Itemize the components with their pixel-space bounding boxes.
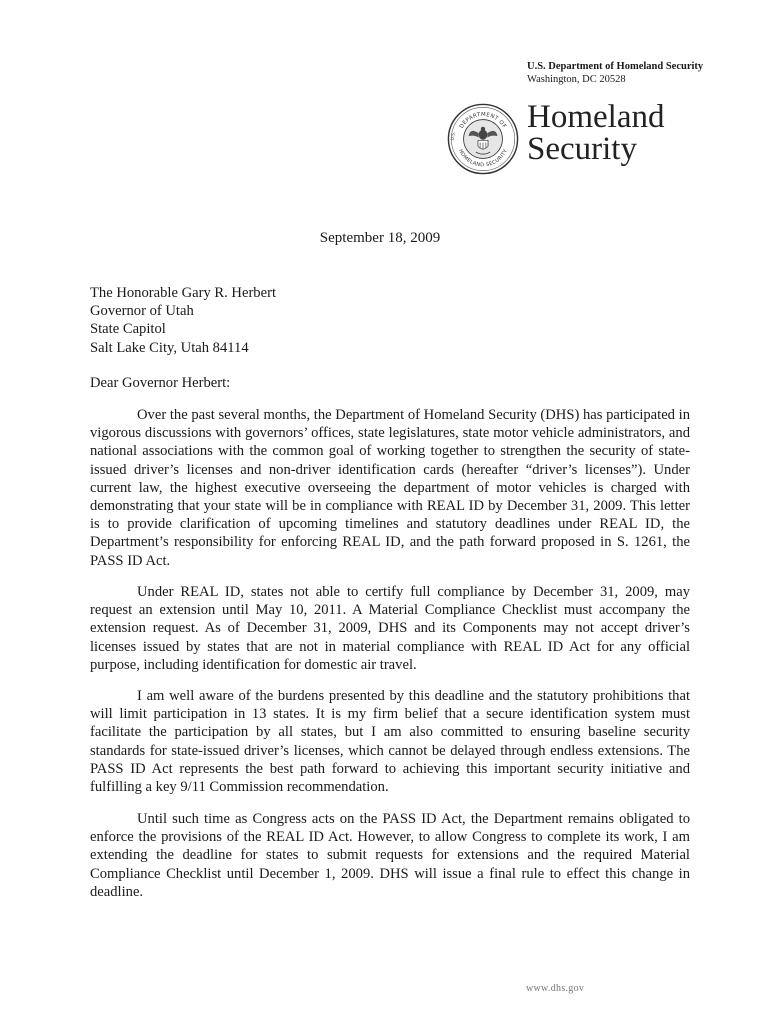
wordmark-line-1: Homeland: [527, 99, 665, 135]
wordmark-line-2: Security: [527, 131, 637, 167]
paragraph-2: Under REAL ID, states not able to certify full compliance by December 31, 2009, may request an extension until May 10, 2011. A Material Compliance Checklist must accompany the extension request. As of December 31, 2009, DHS and its Components may not accept driver’s licenses issued by states that are not in material compliance with REAL ID Act for any official purpose, including identification for domestic air travel.: [90, 584, 690, 673]
footer-website: www.dhs.gov: [526, 983, 585, 994]
salutation: Dear Governor Herbert:: [90, 375, 231, 391]
paragraph-1: Over the past several months, the Department of Homeland Security (DHS) has participated in vigorous discussions with governors’ offices, state legislatures, state motor vehicle administrators, and national associations with the common goal of working together to strengthen the security of state-issued driver’s licenses and non-driver identification cards (hereafter “driver’s licenses”). Under current law, the highest executive overseeing the department of motor vehicles is charged with demonstrating that your state will be in compliance with REAL ID by December 31, 2009. This letter is to provide clarification of upcoming timelines and statutory deadlines under REAL ID, the Department’s responsibility for enforcing REAL ID, and the path forward proposed in S. 1261, the PASS ID Act.: [90, 407, 690, 569]
department-name: U.S. Department of Homeland Security: [527, 61, 704, 72]
letter-date: September 18, 2009: [319, 230, 441, 246]
recipient-line-4: Salt Lake City, Utah 84114: [90, 339, 249, 356]
seal-bottom-text: HOMELAND SECURITY: [457, 148, 509, 169]
seal-left-text: U.S.: [450, 131, 457, 141]
homeland-security-wordmark: [527, 101, 664, 165]
paragraph-4: Until such time as Congress acts on the PASS ID Act, the Department remains obligated to enforce the provisions of the REAL ID Act. However, to allow Congress to complete its work, I am extending the deadline for states to submit requests for extensions and the required Material Compliance Checklist until December 1, 2009. DHS will issue a final rule to effect this change in deadline.: [90, 811, 690, 900]
department-address: Washington, DC 20528: [527, 74, 626, 85]
letterhead-address-block: [527, 60, 703, 86]
seal-top-text: DEPARTMENT OF: [458, 111, 508, 130]
letter-date-row: [0, 230, 770, 247]
paragraph-3: I am well aware of the burdens presented by this deadline and the statutory prohibitions that will limit participation in 13 states. It is my firm belief that a secure identification system must facilitate the participation by all states, but I am also committed to ensuring baseline security standards for state-issued driver’s licenses, which cannot be delayed through endless extensions. The PASS ID Act represents the best path forward to achieving this important security initiative and fulfilling a key 9/11 Commission recommendation.: [90, 688, 690, 796]
recipient-line-3: State Capitol: [90, 321, 166, 338]
recipient-address: [90, 284, 690, 357]
dhs-seal-icon: [447, 103, 519, 175]
recipient-line-1: The Honorable Gary R. Herbert: [90, 285, 276, 301]
recipient-line-2: Governor of Utah: [90, 303, 194, 320]
